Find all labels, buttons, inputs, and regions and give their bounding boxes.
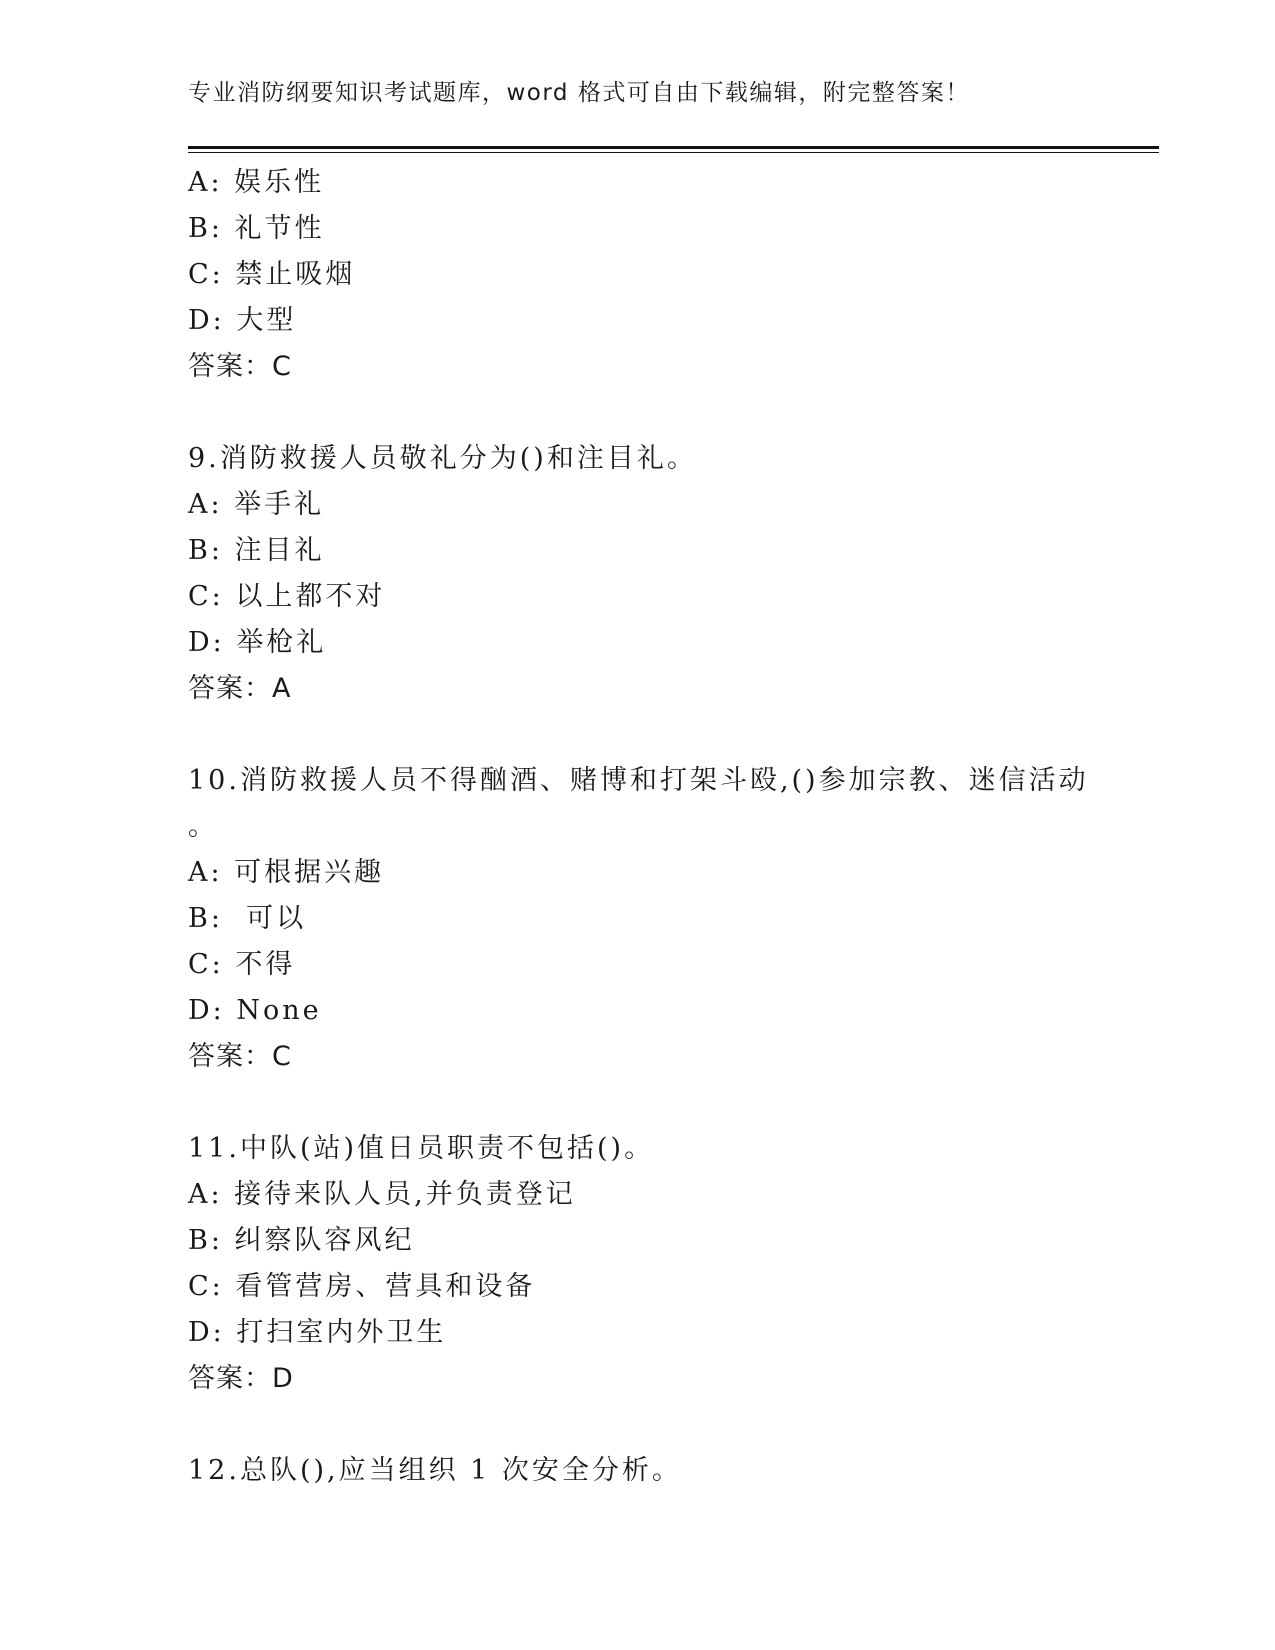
- option-b: B: 注目礼: [188, 535, 325, 566]
- question-block-9: [188, 436, 1088, 712]
- question-block-11: [188, 1126, 1088, 1402]
- option-a: A: 可根据兴趣: [188, 857, 385, 888]
- option-c: C: 不得: [188, 949, 296, 980]
- question-block-12: [188, 1448, 1088, 1494]
- question-text: 12.总队(),应当组织 1 次安全分析。: [188, 1455, 682, 1486]
- option-c: C: 看管营房、营具和设备: [188, 1271, 536, 1302]
- question-text-continuation: 。: [188, 811, 215, 842]
- option-a: A: 举手礼: [188, 489, 325, 520]
- question-text: 10.消防救援人员不得酗酒、赌博和打架斗殴,()参加宗教、迷信活动: [188, 765, 1089, 796]
- document-header: 专业消防纲要知识考试题库，word 格式可自由下载编辑，附完整答案！: [188, 80, 970, 106]
- question-block-10: [188, 758, 1088, 1080]
- option-d: D: 打扫室内外卫生: [188, 1317, 447, 1348]
- answer: 答案：C: [188, 351, 292, 382]
- option-c: C: 以上都不对: [188, 581, 386, 612]
- option-a: A: 娱乐性: [188, 167, 325, 198]
- question-text: 11.中队(站)值日员职责不包括()。: [188, 1133, 655, 1164]
- question-block-8: [188, 160, 1088, 390]
- option-b: B: 礼节性: [188, 213, 325, 244]
- header-rule-thick: [188, 146, 1159, 149]
- answer: 答案：A: [188, 673, 292, 704]
- option-b: B: 纠察队容风纪: [188, 1225, 415, 1256]
- option-b: B: 可以: [188, 903, 307, 934]
- option-c: C: 禁止吸烟: [188, 259, 356, 290]
- question-list: [188, 160, 1088, 1494]
- header-rule-thin: [188, 152, 1159, 153]
- option-d: D: 举枪礼: [188, 627, 327, 658]
- option-d: D: 大型: [188, 305, 297, 336]
- option-d: D: None: [188, 995, 322, 1026]
- question-text: 9.消防救援人员敬礼分为()和注目礼。: [188, 443, 697, 474]
- answer: 答案：C: [188, 1041, 292, 1072]
- option-a: A: 接待来队人员,并负责登记: [188, 1179, 576, 1210]
- answer: 答案：D: [188, 1363, 294, 1394]
